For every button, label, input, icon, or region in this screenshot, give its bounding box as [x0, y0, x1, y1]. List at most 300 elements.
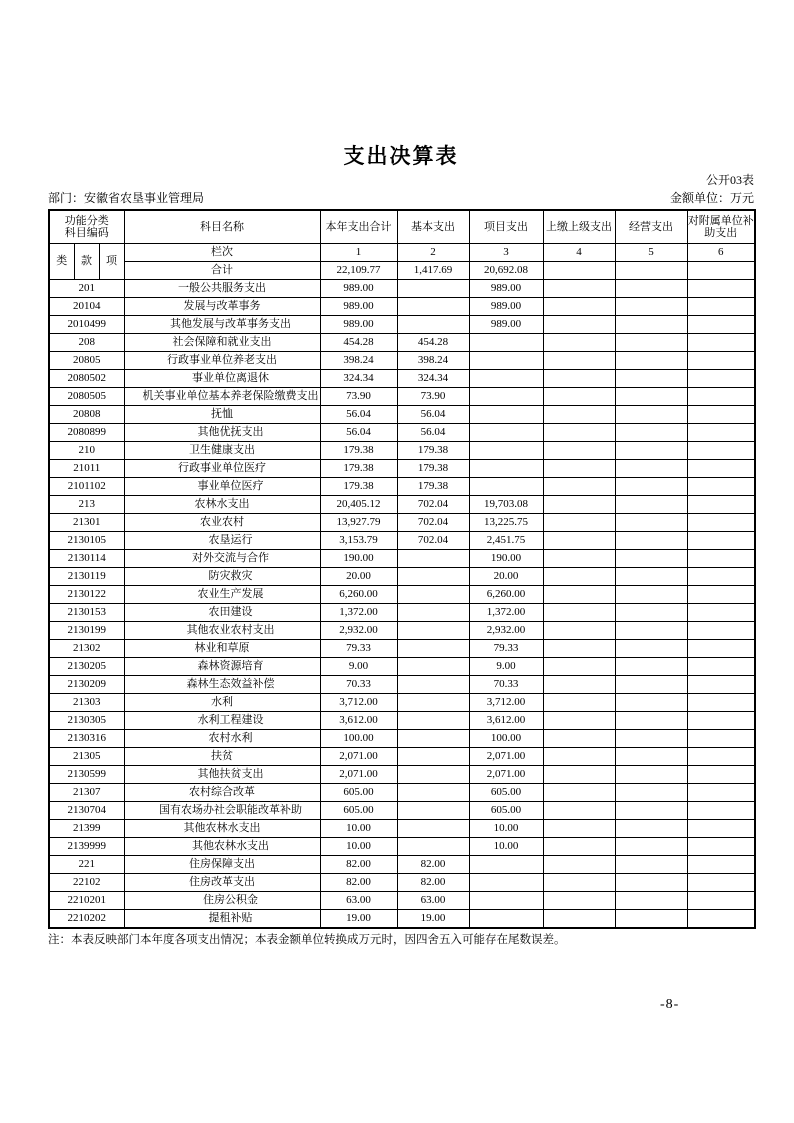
total-value: 22,109.77	[320, 262, 397, 280]
row-value	[687, 460, 755, 478]
header-code-group-line2: 科目编码	[64, 227, 109, 240]
row-value	[615, 856, 687, 874]
row-value	[687, 820, 755, 838]
row-value	[687, 730, 755, 748]
row-value	[543, 388, 615, 406]
row-value	[543, 730, 615, 748]
header-col-number: 1	[320, 244, 397, 262]
row-value	[615, 586, 687, 604]
row-value: 10.00	[469, 820, 543, 838]
row-value: 20.00	[320, 568, 397, 586]
row-value	[687, 298, 755, 316]
row-subject: 农村水利	[124, 730, 320, 748]
row-subject: 事业单位离退休	[124, 370, 320, 388]
row-value: 989.00	[469, 280, 543, 298]
row-value: 100.00	[469, 730, 543, 748]
table-row	[49, 478, 755, 496]
header-row-total	[49, 262, 755, 280]
row-value	[543, 892, 615, 910]
row-value	[615, 838, 687, 856]
header-code-lei: 类	[49, 244, 74, 280]
row-value	[615, 280, 687, 298]
row-value	[543, 802, 615, 820]
row-subject: 农业农村	[124, 514, 320, 532]
row-code: 20808	[49, 406, 124, 424]
row-subject: 林业和草原	[124, 640, 320, 658]
row-value: 56.04	[320, 424, 397, 442]
row-value: 3,712.00	[469, 694, 543, 712]
row-value	[469, 892, 543, 910]
table-row	[49, 442, 755, 460]
table-row	[49, 568, 755, 586]
total-label: 合计	[124, 262, 320, 280]
row-value: 2,932.00	[469, 622, 543, 640]
row-value	[687, 910, 755, 929]
row-value	[615, 910, 687, 929]
row-value	[687, 604, 755, 622]
row-subject: 其他扶贫支出	[124, 766, 320, 784]
row-value	[543, 424, 615, 442]
row-subject: 行政事业单位医疗	[124, 460, 320, 478]
row-subject: 住房公积金	[124, 892, 320, 910]
row-value	[615, 496, 687, 514]
row-value: 605.00	[320, 784, 397, 802]
page-number: -8-	[660, 997, 680, 1012]
row-code: 2130114	[49, 550, 124, 568]
row-subject: 水利工程建设	[124, 712, 320, 730]
header-col-number: 5	[615, 244, 687, 262]
row-value	[687, 694, 755, 712]
row-value: 82.00	[320, 874, 397, 892]
row-value	[543, 748, 615, 766]
row-value	[615, 424, 687, 442]
row-value: 398.24	[320, 352, 397, 370]
row-code: 2139999	[49, 838, 124, 856]
row-code: 2130209	[49, 676, 124, 694]
row-value: 179.38	[397, 442, 469, 460]
row-value	[543, 352, 615, 370]
row-value	[397, 802, 469, 820]
row-value	[397, 280, 469, 298]
row-value	[615, 820, 687, 838]
row-value	[543, 514, 615, 532]
row-subject: 防灾救灾	[124, 568, 320, 586]
row-value	[543, 640, 615, 658]
row-value	[615, 766, 687, 784]
table-row	[49, 496, 755, 514]
document-page	[48, 0, 754, 948]
table-row	[49, 532, 755, 550]
row-value	[615, 802, 687, 820]
row-subject: 水利	[124, 694, 320, 712]
table-row	[49, 658, 755, 676]
row-code: 2130704	[49, 802, 124, 820]
row-subject: 其他农业农村支出	[124, 622, 320, 640]
row-code: 21011	[49, 460, 124, 478]
row-value	[397, 784, 469, 802]
row-code: 22102	[49, 874, 124, 892]
table-row	[49, 460, 755, 478]
table-row	[49, 712, 755, 730]
row-code: 2210201	[49, 892, 124, 910]
row-value	[469, 406, 543, 424]
table-row	[49, 388, 755, 406]
row-value	[469, 460, 543, 478]
row-value	[543, 406, 615, 424]
header-code-group	[49, 210, 124, 244]
row-value: 2,451.75	[469, 532, 543, 550]
row-code: 2130122	[49, 586, 124, 604]
row-value: 179.38	[397, 478, 469, 496]
row-value: 454.28	[320, 334, 397, 352]
row-value: 398.24	[397, 352, 469, 370]
row-value: 989.00	[469, 316, 543, 334]
row-value: 20,405.12	[320, 496, 397, 514]
page-title: 支出决算表	[343, 144, 459, 168]
row-value	[615, 676, 687, 694]
header-col-operating: 经营支出	[615, 210, 687, 244]
row-value	[615, 640, 687, 658]
row-value	[687, 874, 755, 892]
row-subject: 一般公共服务支出	[124, 280, 320, 298]
row-value: 3,712.00	[320, 694, 397, 712]
department-label: 部门：安徽省农垦事业管理局	[48, 190, 205, 205]
table-row	[49, 802, 755, 820]
row-code: 221	[49, 856, 124, 874]
row-value	[469, 424, 543, 442]
header-col-number: 6	[687, 244, 755, 262]
row-code: 213	[49, 496, 124, 514]
row-value	[687, 712, 755, 730]
row-value	[469, 478, 543, 496]
row-value	[615, 604, 687, 622]
row-value: 702.04	[397, 532, 469, 550]
row-value: 702.04	[397, 496, 469, 514]
row-value	[397, 550, 469, 568]
row-code: 2130153	[49, 604, 124, 622]
row-value	[543, 370, 615, 388]
row-value	[543, 874, 615, 892]
row-subject: 提租补贴	[124, 910, 320, 929]
row-subject: 其他发展与改革事务支出	[124, 316, 320, 334]
row-value: 82.00	[320, 856, 397, 874]
row-subject: 对外交流与合作	[124, 550, 320, 568]
row-subject: 卫生健康支出	[124, 442, 320, 460]
row-value: 79.33	[320, 640, 397, 658]
header-code-group-line1: 功能分类	[64, 214, 109, 227]
row-value	[543, 856, 615, 874]
row-value: 989.00	[469, 298, 543, 316]
row-value	[615, 442, 687, 460]
row-subject: 住房改革支出	[124, 874, 320, 892]
row-value: 82.00	[397, 874, 469, 892]
table-row	[49, 694, 755, 712]
row-value	[615, 874, 687, 892]
row-value	[469, 334, 543, 352]
row-value	[543, 838, 615, 856]
row-value	[687, 334, 755, 352]
table-code-label: 公开03表	[705, 173, 754, 188]
total-value	[543, 262, 615, 280]
row-code: 2210202	[49, 910, 124, 929]
row-value: 13,225.75	[469, 514, 543, 532]
table-row	[49, 820, 755, 838]
row-value	[687, 280, 755, 298]
row-subject: 发展与改革事务	[124, 298, 320, 316]
row-value: 702.04	[397, 514, 469, 532]
row-value: 179.38	[320, 460, 397, 478]
row-value	[469, 856, 543, 874]
table-row	[49, 766, 755, 784]
row-value: 2,932.00	[320, 622, 397, 640]
table-row	[49, 280, 755, 298]
row-value	[543, 280, 615, 298]
row-value: 19.00	[397, 910, 469, 929]
row-value	[687, 892, 755, 910]
row-value	[397, 586, 469, 604]
row-value	[543, 550, 615, 568]
table-row	[49, 352, 755, 370]
row-value	[397, 820, 469, 838]
row-value: 605.00	[469, 802, 543, 820]
row-code: 2130199	[49, 622, 124, 640]
row-value: 19,703.08	[469, 496, 543, 514]
row-value	[687, 766, 755, 784]
row-value	[543, 334, 615, 352]
header-col-total: 本年支出合计	[320, 210, 397, 244]
row-value	[469, 388, 543, 406]
row-value	[543, 658, 615, 676]
row-code: 21301	[49, 514, 124, 532]
row-value	[543, 784, 615, 802]
row-subject: 其他农林水支出	[124, 838, 320, 856]
row-code: 21307	[49, 784, 124, 802]
row-value	[397, 604, 469, 622]
row-value: 3,612.00	[320, 712, 397, 730]
row-value	[615, 478, 687, 496]
row-value	[543, 910, 615, 929]
header-code-xiang: 项	[99, 244, 124, 280]
row-value	[543, 676, 615, 694]
row-code: 21302	[49, 640, 124, 658]
row-code: 2010499	[49, 316, 124, 334]
table-row	[49, 550, 755, 568]
row-value	[687, 856, 755, 874]
row-code: 201	[49, 280, 124, 298]
row-code: 21303	[49, 694, 124, 712]
row-value	[615, 568, 687, 586]
row-value: 79.33	[469, 640, 543, 658]
header-col-basic: 基本支出	[397, 210, 469, 244]
row-value: 190.00	[320, 550, 397, 568]
table-row	[49, 730, 755, 748]
total-value	[687, 262, 755, 280]
row-value	[615, 712, 687, 730]
header-col-number: 2	[397, 244, 469, 262]
row-code: 21399	[49, 820, 124, 838]
row-value: 6,260.00	[320, 586, 397, 604]
row-value	[543, 478, 615, 496]
table-row	[49, 784, 755, 802]
row-value: 56.04	[320, 406, 397, 424]
header-row-titles	[49, 210, 755, 244]
row-code: 210	[49, 442, 124, 460]
header-lanci-label: 栏次	[124, 244, 320, 262]
row-value	[615, 352, 687, 370]
row-value: 9.00	[469, 658, 543, 676]
row-value: 1,372.00	[320, 604, 397, 622]
row-value	[543, 586, 615, 604]
row-subject: 农田建设	[124, 604, 320, 622]
row-value: 70.33	[469, 676, 543, 694]
row-subject: 其他农林水支出	[124, 820, 320, 838]
row-subject: 扶贫	[124, 748, 320, 766]
row-value: 73.90	[397, 388, 469, 406]
row-value: 70.33	[320, 676, 397, 694]
row-value: 190.00	[469, 550, 543, 568]
meta-row	[48, 191, 754, 207]
row-subject: 其他优抚支出	[124, 424, 320, 442]
header-col-project: 项目支出	[469, 210, 543, 244]
row-code: 2130316	[49, 730, 124, 748]
row-value	[615, 892, 687, 910]
row-value	[687, 748, 755, 766]
row-subject: 农村综合改革	[124, 784, 320, 802]
row-value: 2,071.00	[320, 766, 397, 784]
row-value	[687, 388, 755, 406]
row-value	[687, 784, 755, 802]
row-value: 179.38	[320, 442, 397, 460]
row-subject: 森林资源培育	[124, 658, 320, 676]
row-value	[397, 712, 469, 730]
row-value: 9.00	[320, 658, 397, 676]
row-value	[397, 568, 469, 586]
table-row	[49, 406, 755, 424]
row-value	[543, 460, 615, 478]
row-value	[687, 316, 755, 334]
header-code-kuan: 款	[74, 244, 99, 280]
row-value	[543, 496, 615, 514]
row-value: 10.00	[469, 838, 543, 856]
row-value	[615, 298, 687, 316]
row-subject: 农垦运行	[124, 532, 320, 550]
row-value	[687, 802, 755, 820]
row-value: 63.00	[320, 892, 397, 910]
row-value	[397, 838, 469, 856]
row-subject: 事业单位医疗	[124, 478, 320, 496]
row-code: 2080505	[49, 388, 124, 406]
row-value	[543, 622, 615, 640]
row-code: 2130205	[49, 658, 124, 676]
row-value	[687, 622, 755, 640]
row-value: 324.34	[320, 370, 397, 388]
row-value	[687, 640, 755, 658]
row-value	[397, 730, 469, 748]
row-value	[397, 640, 469, 658]
row-value	[543, 568, 615, 586]
row-value	[615, 460, 687, 478]
table-row	[49, 622, 755, 640]
footnote: 注：本表反映部门本年度各项支出情况；本表金额单位转换成万元时，因四舍五入可能存在尾数误差。	[48, 934, 566, 947]
row-value	[615, 316, 687, 334]
row-code: 2101102	[49, 478, 124, 496]
row-code: 21305	[49, 748, 124, 766]
row-value	[687, 496, 755, 514]
row-value: 2,071.00	[320, 748, 397, 766]
row-value: 605.00	[469, 784, 543, 802]
row-value	[687, 406, 755, 424]
row-value	[397, 748, 469, 766]
row-value	[687, 442, 755, 460]
row-code: 2080899	[49, 424, 124, 442]
row-value	[469, 910, 543, 929]
table-row	[49, 856, 755, 874]
row-value: 6,260.00	[469, 586, 543, 604]
row-code: 2130305	[49, 712, 124, 730]
row-value	[615, 370, 687, 388]
table-row	[49, 910, 755, 929]
row-subject: 森林生态效益补偿	[124, 676, 320, 694]
table-row	[49, 334, 755, 352]
row-value: 989.00	[320, 316, 397, 334]
row-value	[615, 388, 687, 406]
row-subject: 农业生产发展	[124, 586, 320, 604]
row-value	[543, 298, 615, 316]
row-value	[397, 676, 469, 694]
row-subject: 国有农场办社会职能改革补助	[124, 802, 320, 820]
header-col-number: 3	[469, 244, 543, 262]
row-value	[397, 694, 469, 712]
row-value	[543, 532, 615, 550]
row-value	[469, 352, 543, 370]
header-col-subsidy: 对附属单位补助支出	[687, 210, 755, 244]
row-value: 989.00	[320, 298, 397, 316]
row-code: 208	[49, 334, 124, 352]
table-row	[49, 424, 755, 442]
row-value	[615, 532, 687, 550]
row-value: 56.04	[397, 406, 469, 424]
row-code: 20805	[49, 352, 124, 370]
row-value	[543, 712, 615, 730]
row-value: 19.00	[320, 910, 397, 929]
row-value: 10.00	[320, 838, 397, 856]
table-row	[49, 514, 755, 532]
row-value	[543, 442, 615, 460]
row-value	[543, 316, 615, 334]
row-value	[615, 658, 687, 676]
row-value	[687, 370, 755, 388]
row-value	[615, 694, 687, 712]
total-value: 1,417.69	[397, 262, 469, 280]
row-value	[615, 550, 687, 568]
header-subject: 科目名称	[124, 210, 320, 244]
row-value	[543, 820, 615, 838]
row-value: 10.00	[320, 820, 397, 838]
row-value	[397, 658, 469, 676]
row-value	[469, 442, 543, 460]
header-col-number: 4	[543, 244, 615, 262]
unit-label: 金额单位：万元	[669, 190, 754, 205]
expenditure-table	[48, 209, 756, 929]
table-row	[49, 640, 755, 658]
row-value	[543, 766, 615, 784]
row-value: 56.04	[397, 424, 469, 442]
row-value	[397, 298, 469, 316]
row-value	[397, 766, 469, 784]
row-value	[615, 730, 687, 748]
row-value	[687, 514, 755, 532]
table-row	[49, 748, 755, 766]
